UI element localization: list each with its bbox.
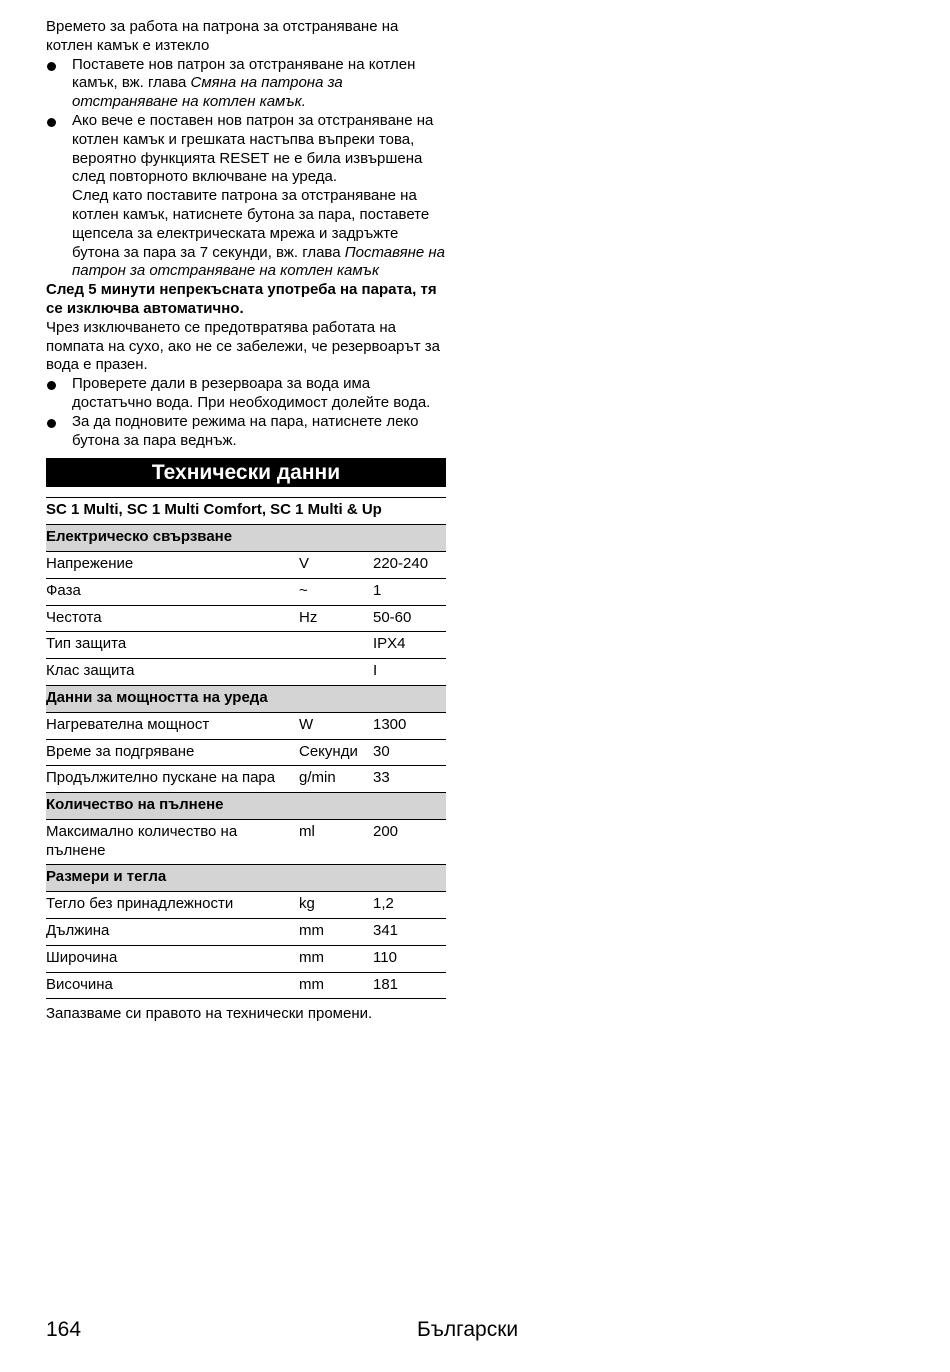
- tech-data-table: [46, 497, 446, 999]
- auto-off-explanation: Чрез изключването се предотвратява работата на помпата на сухо, ако не се забележи, че резервоарът за вода е празен.: [46, 318, 441, 374]
- table-row: [46, 632, 446, 659]
- unit-cell: [299, 662, 373, 681]
- unit-cell: V: [299, 554, 310, 572]
- unit-cell: ml: [299, 822, 315, 840]
- bullet-item: [46, 56, 446, 112]
- parameter-cell: Фаза: [46, 581, 81, 599]
- bullet-dot-icon: [47, 381, 56, 390]
- table-row: [46, 892, 446, 919]
- bullet-item: [46, 413, 446, 451]
- unit-cell: Hz: [299, 608, 318, 626]
- value-cell: 1: [373, 581, 382, 599]
- section-name: Размери и тегла: [46, 868, 167, 886]
- section-title: Технически данни: [46, 458, 446, 487]
- section-name: Електрическо свързване: [46, 528, 233, 546]
- bullet-text-part: След като поставите патрона за отстраняване на котлен камък, натиснете бутона за пара, поставете щепсела за електрическата мрежа и задръжте бутона за пара за 7 секунди, вж. глава: [72, 187, 430, 261]
- unit-cell: mm: [299, 975, 324, 993]
- table-row: [46, 946, 446, 973]
- bullet-text: Проверете дали в резервоара за вода има достатъчно вода. При необходимост долейте вода.: [72, 375, 431, 411]
- bullet-text: Ако вече е поставен нов патрон за отстраняване на котлен камък и грешката настъпва въпреки това, вероятно функцията RESET не е била извършена след повторното включване на уреда.: [72, 111, 434, 186]
- parameter-cell: Напрежение: [46, 554, 134, 572]
- value-cell: 110: [373, 948, 397, 966]
- unit-cell: W: [299, 715, 314, 733]
- table-section-header: [46, 525, 446, 552]
- bullet-text: За да подновите режима на пара, натиснете леко бутона за пара веднъж.: [72, 412, 419, 449]
- content-column: [46, 18, 446, 1024]
- auto-off-note: След 5 минути непрекъсната употреба на парата, тя се изключва автоматично.: [46, 281, 437, 317]
- model-name: SC 1 Multi, SC 1 Multi Comfort, SC 1 Multi & Up: [46, 501, 382, 519]
- value-cell: 200: [373, 822, 399, 840]
- parameter-cell: Време за подгряване: [46, 742, 195, 760]
- parameter-cell: Максимално количество на пълнене: [46, 822, 238, 859]
- unit-cell: Секунди: [299, 742, 358, 760]
- page-number: 164: [46, 1318, 82, 1341]
- parameter-cell: Тегло без принадлежности: [46, 895, 234, 913]
- table-section-header: [46, 793, 446, 820]
- table-row: [46, 919, 446, 946]
- value-cell: 181: [373, 975, 399, 993]
- value-cell: 1,2: [373, 895, 394, 913]
- bullet-dot-icon: [47, 118, 56, 127]
- table-row: [46, 552, 446, 579]
- table-row: [46, 820, 446, 866]
- parameter-cell: Тип защита: [46, 635, 127, 653]
- chapter-reference: Поставяне на патрон за отстраняване на котлен камък: [72, 243, 446, 280]
- parameter-cell: Честота: [46, 608, 102, 626]
- unit-cell: [299, 635, 373, 654]
- bullet-item: [46, 375, 446, 413]
- section-name: Данни за мощността на уреда: [46, 688, 268, 706]
- model-row: [46, 498, 446, 525]
- footnote: Запазваме си правото на технически промени.: [46, 1005, 373, 1023]
- value-cell: 30: [373, 742, 390, 760]
- table-section-header: [46, 686, 446, 713]
- language-label: Български: [417, 1318, 519, 1341]
- table-row: [46, 579, 446, 606]
- table-section-header: [46, 865, 446, 892]
- bullet-end: .: [301, 93, 306, 111]
- parameter-cell: Дължина: [46, 922, 110, 940]
- unit-cell: mm: [299, 922, 324, 940]
- parameter-cell: Нагревателна мощност: [46, 715, 210, 733]
- unit-cell: ~: [299, 581, 308, 599]
- value-cell: IPX4: [373, 635, 406, 653]
- value-cell: I: [373, 662, 378, 680]
- error-heading: Времето за работа на патрона за отстраняване на котлен камък е изтекло: [46, 18, 399, 54]
- value-cell: 220-240: [373, 554, 429, 572]
- bullet-text-continued: [72, 187, 446, 281]
- table-row: [46, 973, 446, 1000]
- table-row: [46, 740, 446, 767]
- bullet-text: Поставете нов патрон за отстраняване на котлен камък, вж. глава: [72, 55, 416, 92]
- parameter-cell: Клас защита: [46, 662, 135, 680]
- chapter-reference: Смяна на патрона за отстраняване на котлен камък: [72, 74, 343, 111]
- bullet-item: [46, 112, 446, 281]
- table-row: [46, 659, 446, 686]
- bullet-dot-icon: [47, 62, 56, 71]
- value-cell: 50-60: [373, 608, 412, 626]
- bullet-dot-icon: [47, 419, 56, 428]
- unit-cell: kg: [299, 895, 315, 913]
- parameter-cell: Продължително пускане на пара: [46, 769, 276, 787]
- value-cell: 341: [373, 922, 399, 940]
- parameter-cell: Широчина: [46, 948, 118, 966]
- table-row: [46, 766, 446, 793]
- table-row: [46, 606, 446, 633]
- unit-cell: mm: [299, 948, 324, 966]
- value-cell: 1300: [373, 715, 407, 733]
- section-name: Количество на пълнене: [46, 796, 224, 814]
- table-row: [46, 713, 446, 740]
- unit-cell: g/min: [299, 769, 336, 787]
- value-cell: 33: [373, 769, 390, 787]
- parameter-cell: Височина: [46, 975, 113, 993]
